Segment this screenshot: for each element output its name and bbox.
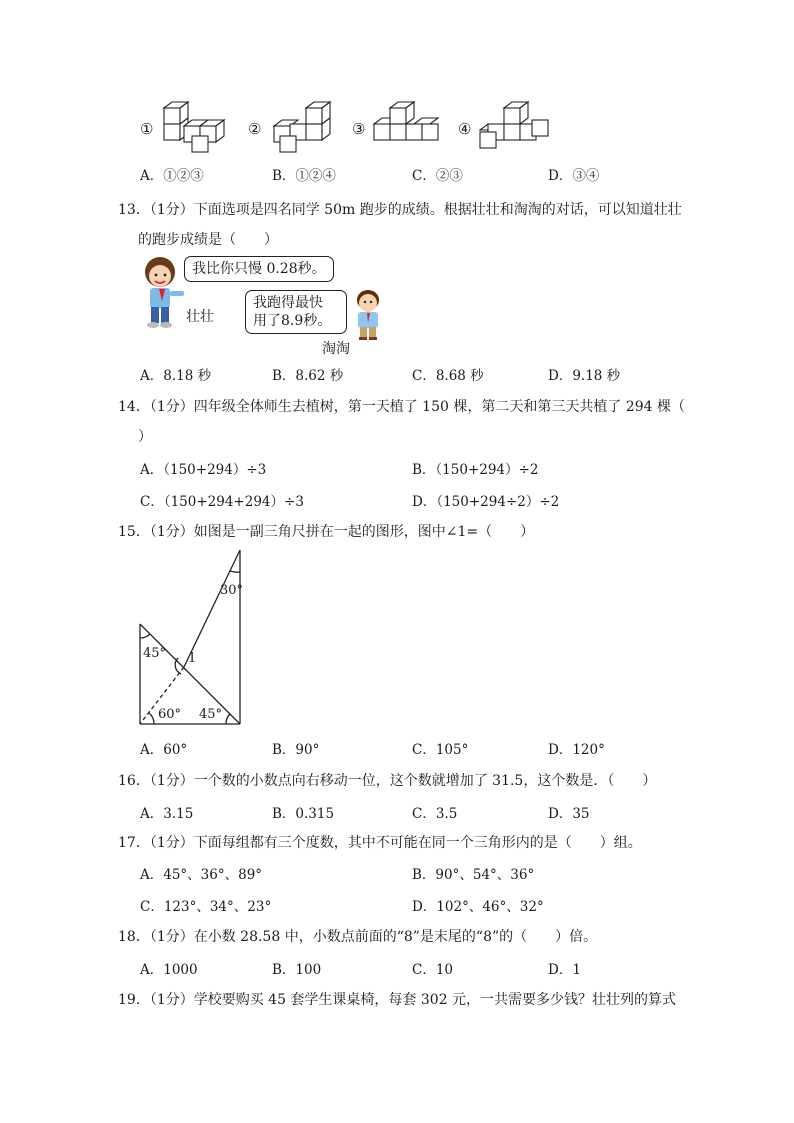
q14-option-a[interactable]: A．（150+294）÷3: [140, 462, 267, 478]
bubble-zhuang-text: 我比你只慢 0.28秒。: [192, 261, 326, 277]
q17-option-a[interactable]: A．45°、36°、89°: [140, 867, 263, 883]
q18-option-d[interactable]: D．1: [548, 962, 581, 978]
figure-label-1: ①: [140, 120, 154, 138]
q12-option-c[interactable]: C．②③: [412, 168, 463, 184]
name-zhuang: 壮壮: [186, 309, 214, 325]
bubble-zhuang: [184, 256, 334, 282]
figure-label-4: ④: [458, 120, 472, 138]
q15-stem-line1: 15．（1分）如图是一副三角尺拼在一起的图形，图中∠1=（ ）: [118, 524, 535, 540]
q14-option-b[interactable]: B．（150+294）÷2: [412, 462, 539, 478]
q18-option-b[interactable]: B．100: [272, 962, 322, 978]
angle-label-60: 60°: [158, 707, 182, 722]
q18-option-a[interactable]: A．1000: [140, 962, 198, 978]
q13-stem-line1: 13．（1分）下面选项是四名同学 50m 跑步的成绩。根据壮壮和淘淘的对话，可以知道壮壮: [118, 202, 682, 218]
q16-stem-line1: 16．（1分）一个数的小数点向右移动一位，这个数就增加了 31.5，这个数是．（ ）: [118, 773, 657, 789]
cube-figure-2: [266, 100, 336, 156]
q16-option-b[interactable]: B．0.315: [272, 806, 335, 822]
set-square-figure: [138, 548, 244, 726]
q17-option-c[interactable]: C．123°、34°、23°: [140, 899, 272, 915]
q15-option-b[interactable]: B．90°: [272, 742, 320, 758]
q18-stem-line1: 18．（1分）在小数 28.58 中，小数点前面的“8”是末尾的“8”的（ ）倍。: [118, 929, 598, 945]
q15-option-d[interactable]: D．120°: [548, 742, 605, 758]
q13-option-c[interactable]: C．8.68 秒: [412, 368, 484, 384]
q12-option-d[interactable]: D．③④: [548, 168, 600, 184]
q14-option-c[interactable]: C．（150+294+294）÷3: [140, 494, 304, 510]
q15-option-c[interactable]: C．105°: [412, 742, 469, 758]
q17-stem-line1: 17．（1分）下面每组都有三个度数，其中不可能在同一个三角形内的是（ ）组。: [118, 835, 642, 851]
q17-option-d[interactable]: D．102°、46°、32°: [412, 899, 544, 915]
q16-option-d[interactable]: D．35: [548, 806, 590, 822]
figure-label-3: ③: [352, 120, 366, 138]
q17-option-b[interactable]: B．90°、54°、36°: [412, 867, 535, 883]
angle-label-45-top: 45°: [143, 646, 167, 661]
q19-stem-line1: 19．（1分）学校要购买 45 套学生课桌椅，每套 302 元，一共需要多少钱？壮壮列的算式: [118, 992, 677, 1008]
q13-stem-line2: 的跑步成绩是（ ）: [138, 232, 278, 248]
bubble-tao: [245, 290, 347, 334]
q12-option-a[interactable]: A．①②③: [140, 168, 204, 184]
q18-option-c[interactable]: C．10: [412, 962, 454, 978]
cube-figure-3: [370, 100, 442, 156]
q14-stem-line2: ）: [138, 429, 152, 445]
figure-label-2: ②: [248, 120, 262, 138]
angle-label-1: 1: [188, 651, 197, 666]
cube-figure-1: [160, 100, 230, 156]
bubble-tao-line2: 用了8.9秒。: [253, 313, 332, 329]
name-tao: 淘淘: [322, 341, 350, 357]
q16-option-a[interactable]: A．3.15: [140, 806, 194, 822]
q14-option-d[interactable]: D．（150+294÷2）÷2: [412, 494, 560, 510]
q13-option-d[interactable]: D．9.18 秒: [548, 368, 621, 384]
q12-option-b[interactable]: B．①②④: [272, 168, 336, 184]
bubble-tao-line1: 我跑得最快: [253, 295, 323, 311]
boy-tao-illustration: [348, 290, 388, 342]
angle-label-30: 30°: [220, 583, 244, 598]
q15-option-a[interactable]: A．60°: [140, 742, 188, 758]
cube-figure-4: [476, 100, 552, 156]
q13-option-b[interactable]: B．8.62 秒: [272, 368, 344, 384]
q14-stem-line1: 14．（1分）四年级全体师生去植树，第一天植了 150 棵，第二天和第三天共植了 294 棵（: [118, 399, 685, 415]
boy-zhuang-illustration: [138, 255, 188, 331]
q13-option-a[interactable]: A．8.18 秒: [140, 368, 212, 384]
q16-option-c[interactable]: C．3.5: [412, 806, 458, 822]
angle-label-45-bottom: 45°: [199, 707, 223, 722]
